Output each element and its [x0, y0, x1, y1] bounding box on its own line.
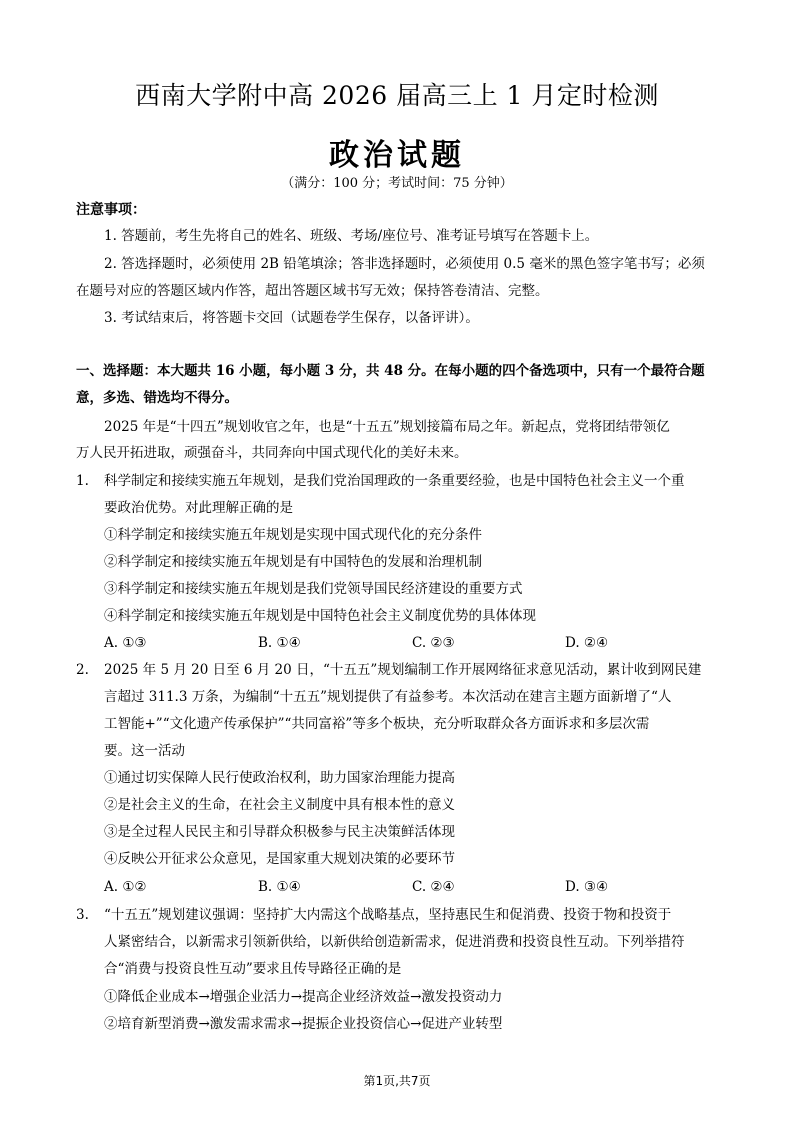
- intro-text: 2025 年是“十四五”规划收官之年，也是“十五五”规划接篇布局之年。新起点，党将团结带领亿: [104, 419, 670, 435]
- statement: ②科学制定和接续实施五年规划是有中国特色的发展和治理机制: [104, 554, 482, 570]
- page-number: 第1页,共7页: [363, 1074, 431, 1088]
- subject-title: 政治试题: [329, 138, 465, 173]
- intro-text: 万人民开拓进取，顽强奋斗，共同奔向中国式现代化的美好未来。: [76, 445, 468, 461]
- notice-heading: 注意事项：: [76, 202, 146, 218]
- question-stem: 合“消费与投资良性互动”要求且传导路径正确的是: [104, 961, 402, 977]
- statement: ④科学制定和接续实施五年规划是中国特色社会主义制度优势的具体体现: [104, 608, 536, 624]
- question-stem: 要。这一活动: [104, 743, 185, 759]
- notice-item: 2. 答选择题时，必须使用 2B 铅笔填涂；答非选择题时，必须使用 0.5 毫米的黑色签字笔书写；必须: [104, 256, 705, 272]
- option-a: A. ①②: [104, 879, 147, 895]
- statement: ②是社会主义的生命，在社会主义制度中具有根本性的意义: [104, 797, 455, 813]
- section-heading: 一、选择题：本大题共 16 小题，每小题 3 分，共 48 分。在每小题的四个备选项中，只有一个最符合题: [76, 363, 705, 379]
- notice-item: 1. 答题前，考生先将自己的姓名、班级、考场/座位号、准考证号填写在答题卡上。: [104, 228, 599, 244]
- notice-item: 在题号对应的答题区域内作答，超出答题区域书写无效；保持答卷清洁、完整。: [76, 283, 549, 299]
- statement: ②培育新型消费→激发需求需求→提振企业投资信心→促进产业转型: [104, 1016, 503, 1032]
- question-number: 1.: [76, 473, 89, 489]
- option-b: B. ①④: [258, 635, 301, 651]
- statement: ④反映公开征求公众意见，是国家重大规划决策的必要环节: [104, 851, 455, 867]
- option-b: B. ①④: [258, 879, 301, 895]
- option-c: C. ②④: [412, 879, 455, 895]
- question-stem: 科学制定和接续实施五年规划，是我们党治国理政的一条重要经验，也是中国特色社会主义一个重: [104, 473, 685, 489]
- question-stem: 言超过 311.3 万条，为编制“十五五”规划提供了有益参考。本次活动在建言主题方面新增了“人: [104, 689, 672, 705]
- statement: ①降低企业成本→增强企业活力→提高企业经济效益→激发投资动力: [104, 989, 503, 1005]
- statement: ①通过切实保障人民行使政治权利，助力国家治理能力提高: [104, 770, 455, 786]
- statement: ③科学制定和接续实施五年规划是我们党领导国民经济建设的重要方式: [104, 581, 523, 597]
- question-stem: 要政治优势。对此理解正确的是: [104, 500, 293, 516]
- statement: ①科学制定和接续实施五年规划是实现中国式现代化的充分条件: [104, 527, 482, 543]
- option-c: C. ②③: [412, 635, 455, 651]
- question-stem: 人紧密结合，以新需求引领新供给，以新供给创造新需求，促进消费和投资良性互动。下列举措符: [104, 934, 685, 950]
- option-d: D. ②④: [565, 635, 609, 651]
- exam-meta: （满分：100 分；考试时间：75 分钟）: [281, 176, 513, 191]
- section-heading: 意，多选、错选均不得分。: [76, 390, 238, 406]
- statement: ③是全过程人民民主和引导群众积极参与民主决策鲜活体现: [104, 824, 455, 840]
- question-number: 2.: [76, 662, 89, 678]
- question-number: 3.: [76, 907, 89, 923]
- option-d: D. ③④: [565, 879, 609, 895]
- exam-title: 西南大学附中高 2026 届高三上 1 月定时检测: [135, 81, 659, 110]
- question-stem: 工智能+”“文化遗产传承保护”“共同富裕”等多个板块，充分听取群众各方面诉求和多层次需: [104, 716, 650, 732]
- notice-item: 3. 考试结束后，将答题卡交回（试题卷学生保存，以备评讲）。: [104, 310, 479, 326]
- question-stem: “十五五”规划建议强调：坚持扩大内需这个战略基点，坚持惠民生和促消费、投资于物和投资于: [104, 907, 672, 923]
- option-a: A. ①③: [104, 635, 147, 651]
- question-stem: 2025 年 5 月 20 日至 6 月 20 日，“十五五”规划编制工作开展网络征求意见活动，累计收到网民建: [104, 662, 702, 678]
